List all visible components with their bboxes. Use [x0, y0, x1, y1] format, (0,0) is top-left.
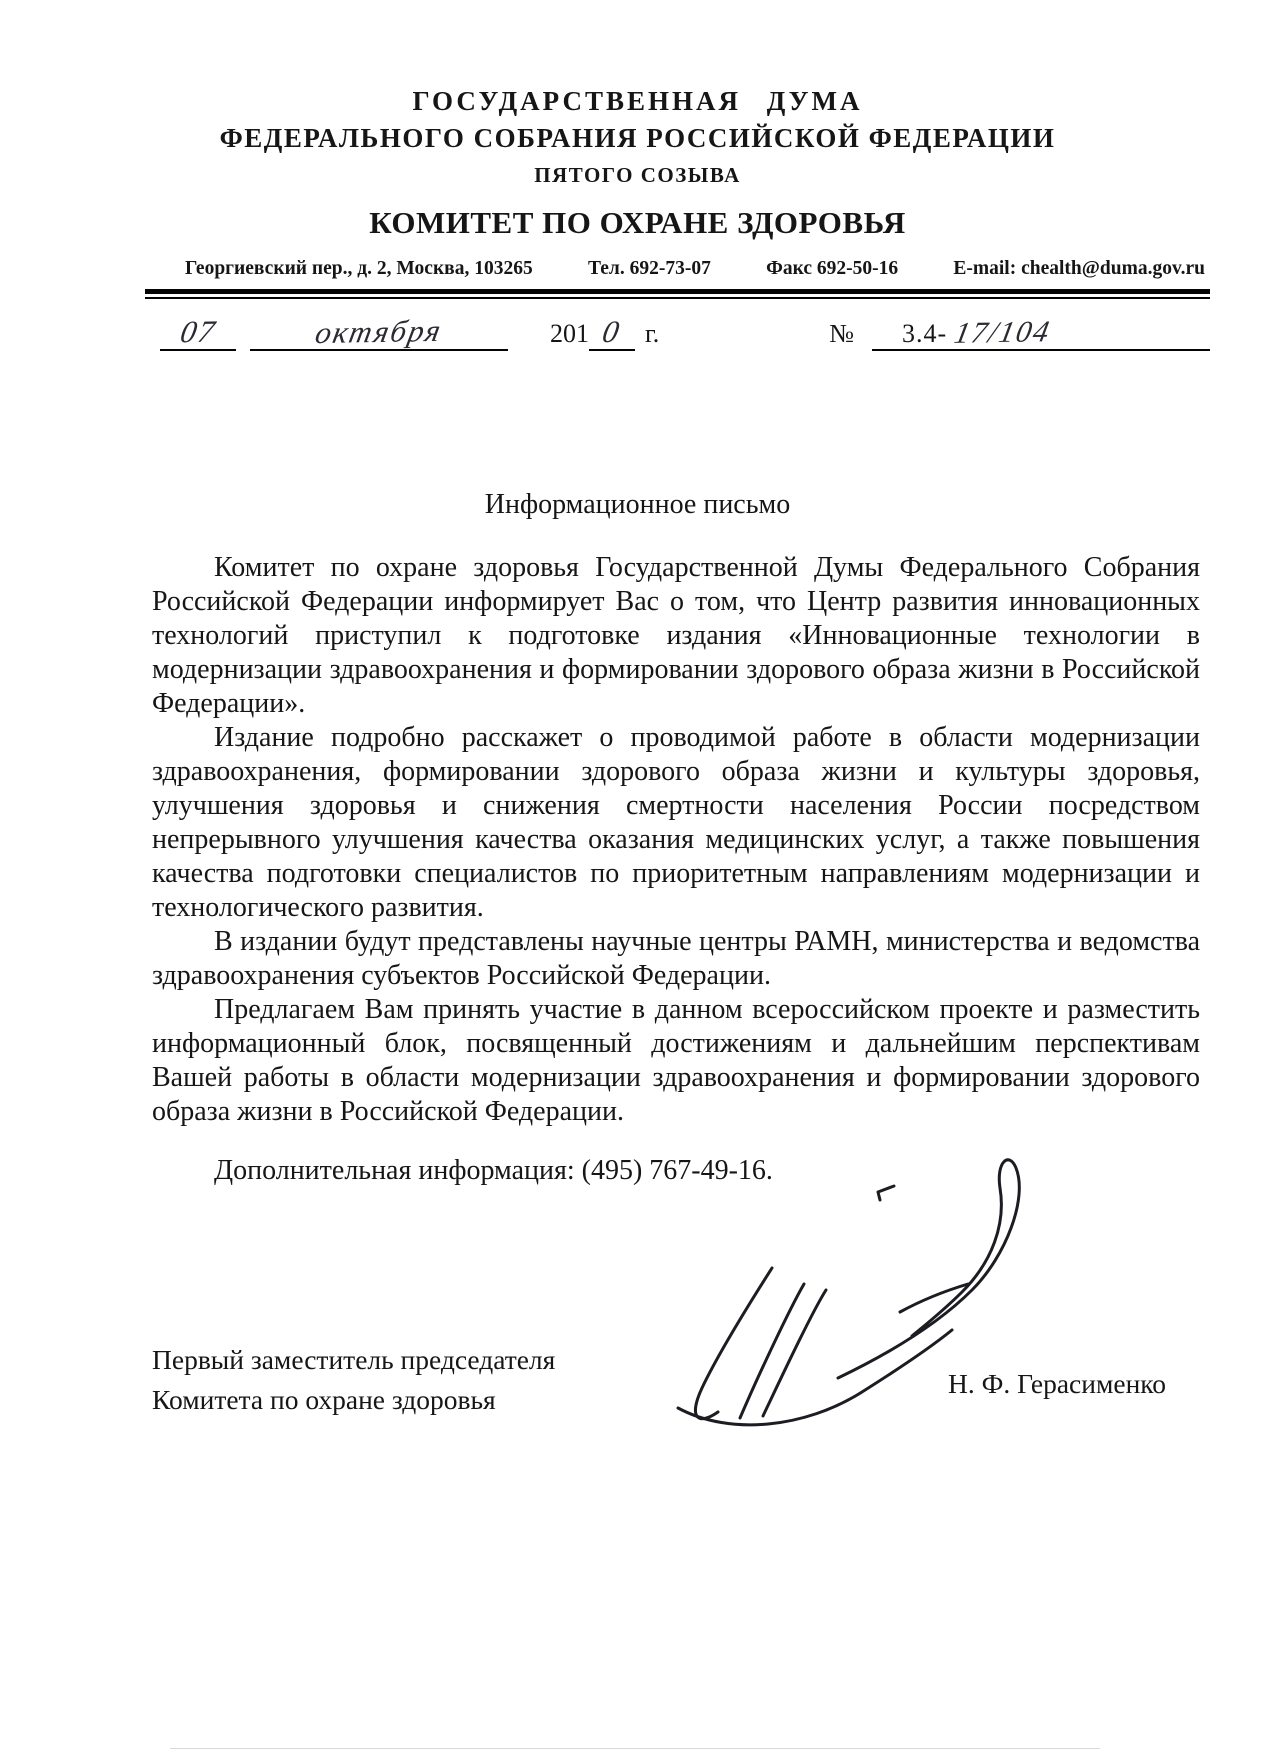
committee-name: КОМИТЕТ ПО ОХРАНЕ ЗДОРОВЬЯ — [369, 205, 906, 240]
letterhead — [0, 0, 1275, 241]
year-digit-handwritten: 0 — [599, 313, 625, 350]
paragraph-2: Издание подробно расскажет о проводимой работе в области модернизации здравоохранения, формировании здорового образа жизни и культуры здоровья, улучшения здоровья и снижения смертности населения России посредством непрерывного улучшения качества оказания медицинских услуг, а также повышения качества подготовки специалистов по приоритетным направлениям модернизации и технологического развития. — [152, 722, 1200, 923]
date-group — [160, 312, 660, 351]
organization-name-line2: ФЕДЕРАЛЬНОГО СОБРАНИЯ РОССИЙСКОЙ ФЕДЕРАЦИИ — [219, 123, 1056, 153]
year-suffix: г. — [645, 319, 660, 348]
paragraph-1: Комитет по охране здоровья Государственной Думы Федерального Собрания Российской Федерации информирует Вас о том, что Центр развития инновационных технологий приступил к подготовке издания «Инновационные технологии в модернизации здравоохранения и формировании здорового образа жизни в Российской Федерации». — [152, 552, 1200, 719]
date-month-blank — [250, 312, 508, 351]
letterhead-divider-rule — [145, 289, 1210, 299]
signer-position-line1: Первый заместитель председателя — [152, 1344, 556, 1375]
date-month-handwritten: октября — [312, 312, 446, 351]
date-day-blank — [160, 315, 236, 351]
paragraph-3: В издании будут представлены научные центры РАМН, министерства и ведомства здравоохранения субъектов Российской Федерации. — [152, 926, 1200, 991]
year-digit-blank — [589, 315, 635, 351]
paragraph-4: Предлагаем Вам принять участие в данном всероссийском проекте и разместить информационный блок, посвященный достижениям и дальнейшим перспективам Вашей работы в области модернизации здравоохранения и формировании здорового образа жизни в Российской Федерации. — [152, 994, 1200, 1127]
letter-title: Информационное письмо — [484, 489, 791, 520]
letter-body — [152, 551, 1200, 1129]
signer-name: Н. Ф. Герасименко — [948, 1368, 1167, 1399]
number-printed: 3.4- — [902, 319, 948, 348]
contacts-row — [185, 258, 1205, 280]
organization-name-line1: ГОСУДАРСТВЕННАЯ ДУМА — [412, 86, 863, 116]
additional-info-line: Дополнительная информация: (495) 767-49-16. — [214, 1155, 773, 1186]
number-handwritten: 17/104 — [951, 315, 1054, 350]
year-printed: 201 — [550, 319, 589, 348]
signer-position-line2: Комитета по охране здоровья — [152, 1384, 496, 1415]
number-blank — [872, 316, 1210, 351]
postal-address: Георгиевский пер., д. 2, Москва, 103265 — [185, 258, 533, 279]
email-address: E-mail: chealth@duma.gov.ru — [953, 258, 1205, 279]
date-day-handwritten: 07 — [177, 313, 220, 350]
number-sign: № — [829, 319, 854, 348]
scan-artifact-line — [170, 1748, 1100, 1749]
fax-number: Факс 692-50-16 — [766, 258, 899, 279]
signer-position — [152, 1340, 555, 1420]
number-group — [829, 316, 1210, 351]
phone-number: Тел. 692-73-07 — [587, 258, 711, 279]
convocation-line: ПЯТОГО СОЗЫВА — [534, 163, 741, 187]
reference-row — [160, 305, 1210, 351]
